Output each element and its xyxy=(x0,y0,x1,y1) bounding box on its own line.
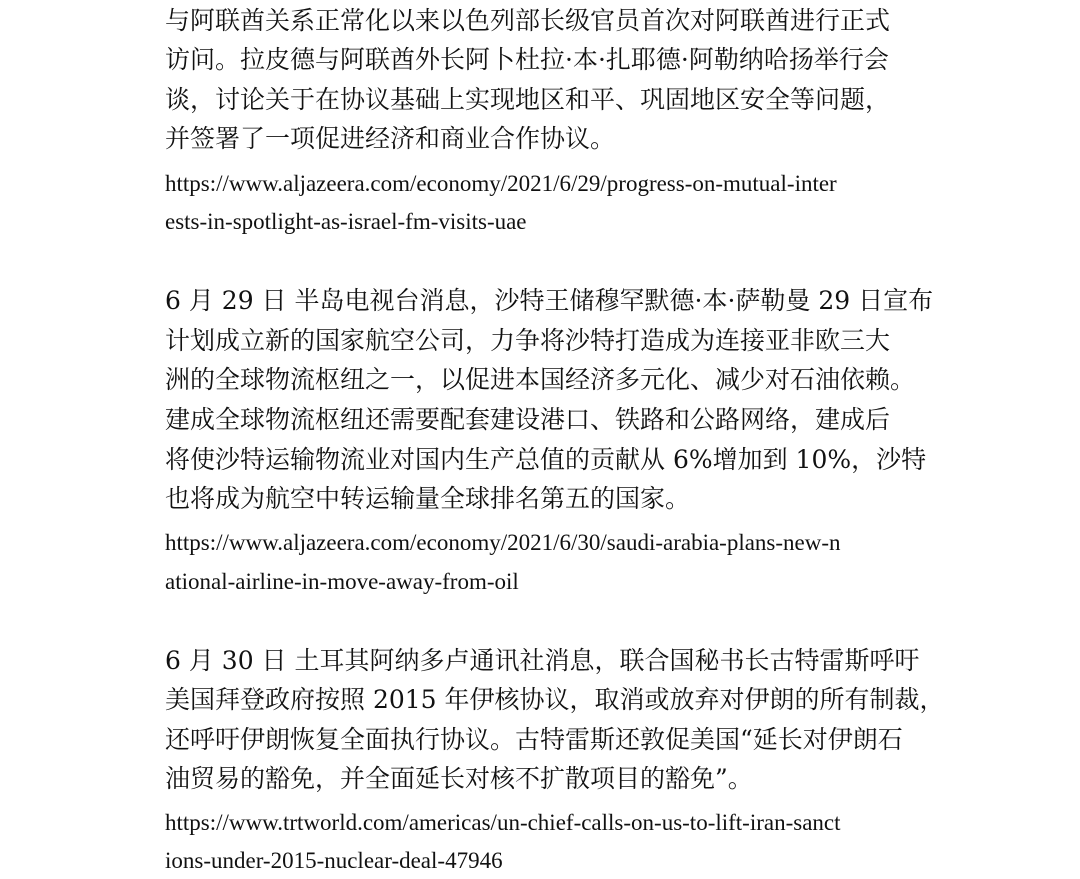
jun29-paragraph-line-3: 洲的全球物流枢纽之一，以促进本国经济多元化、减少对石油依赖。 xyxy=(165,365,916,394)
jun29-paragraph-line-2: 计划成立新的国家航空公司，力争将沙特打造成为连接亚非欧三大 xyxy=(165,326,891,355)
jun30-paragraph-line-2: 美国拜登政府按照 2015 年伊核协议，取消或放弃对伊朗的所有制裁， xyxy=(165,685,945,714)
jun29-paragraph-line-6: 也将成为航空中转运输量全球排名第五的国家。 xyxy=(165,484,691,513)
jun30-source-url-line-1[interactable]: https://www.trtworld.com/americas/un-chief-calls-on-us-to-lift-iran-sanct xyxy=(165,810,841,835)
intro-paragraph-line-3: 谈，讨论关于在协议基础上实现地区和平、巩固地区安全等问题， xyxy=(165,85,891,114)
jun29-source-url-line-1[interactable]: https://www.aljazeera.com/economy/2021/6/30/saudi-arabia-plans-new-n xyxy=(165,530,841,555)
jun29-paragraph-line-5: 将使沙特运输物流业对国内生产总值的贡献从 6%增加到 10%，沙特 xyxy=(165,445,927,474)
intro-paragraph-line-1: 与阿联酋关系正常化以来以色列部长级官员首次对阿联酋进行正式 xyxy=(165,6,891,35)
intro-paragraph-line-2: 访问。拉皮德与阿联酋外长阿卜杜拉·本·扎耶德·阿勒纳哈扬举行会 xyxy=(165,45,889,74)
jun29-paragraph-line-1: 6 月 29 日 半岛电视台消息，沙特王储穆罕默德·本·萨勒曼 29 日宣布 xyxy=(165,286,934,315)
jun30-paragraph-line-3: 还呼吁伊朗恢复全面执行协议。古特雷斯还敦促美国“延长对伊朗石 xyxy=(165,725,903,754)
jun29-source-url-line-2[interactable]: ational-airline-in-move-away-from-oil xyxy=(165,569,519,594)
jun29-paragraph-line-4: 建成全球物流枢纽还需要配套建设港口、铁路和公路网络，建成后 xyxy=(165,405,891,434)
intro-paragraph-line-4: 并签署了一项促进经济和商业合作协议。 xyxy=(165,124,616,153)
intro-source-url-line-1[interactable]: https://www.aljazeera.com/economy/2021/6/29/progress-on-mutual-inter xyxy=(165,171,837,196)
intro-source-url-line-2[interactable]: ests-in-spotlight-as-israel-fm-visits-uae xyxy=(165,209,527,234)
jun30-paragraph-line-4: 油贸易的豁免，并全面延长对核不扩散项目的豁免”。 xyxy=(165,764,753,793)
jun30-source-url-line-2[interactable]: ions-under-2015-nuclear-deal-47946 xyxy=(165,848,503,873)
jun30-paragraph-line-1: 6 月 30 日 土耳其阿纳多卢通讯社消息，联合国秘书长古特雷斯呼吁 xyxy=(165,646,920,675)
